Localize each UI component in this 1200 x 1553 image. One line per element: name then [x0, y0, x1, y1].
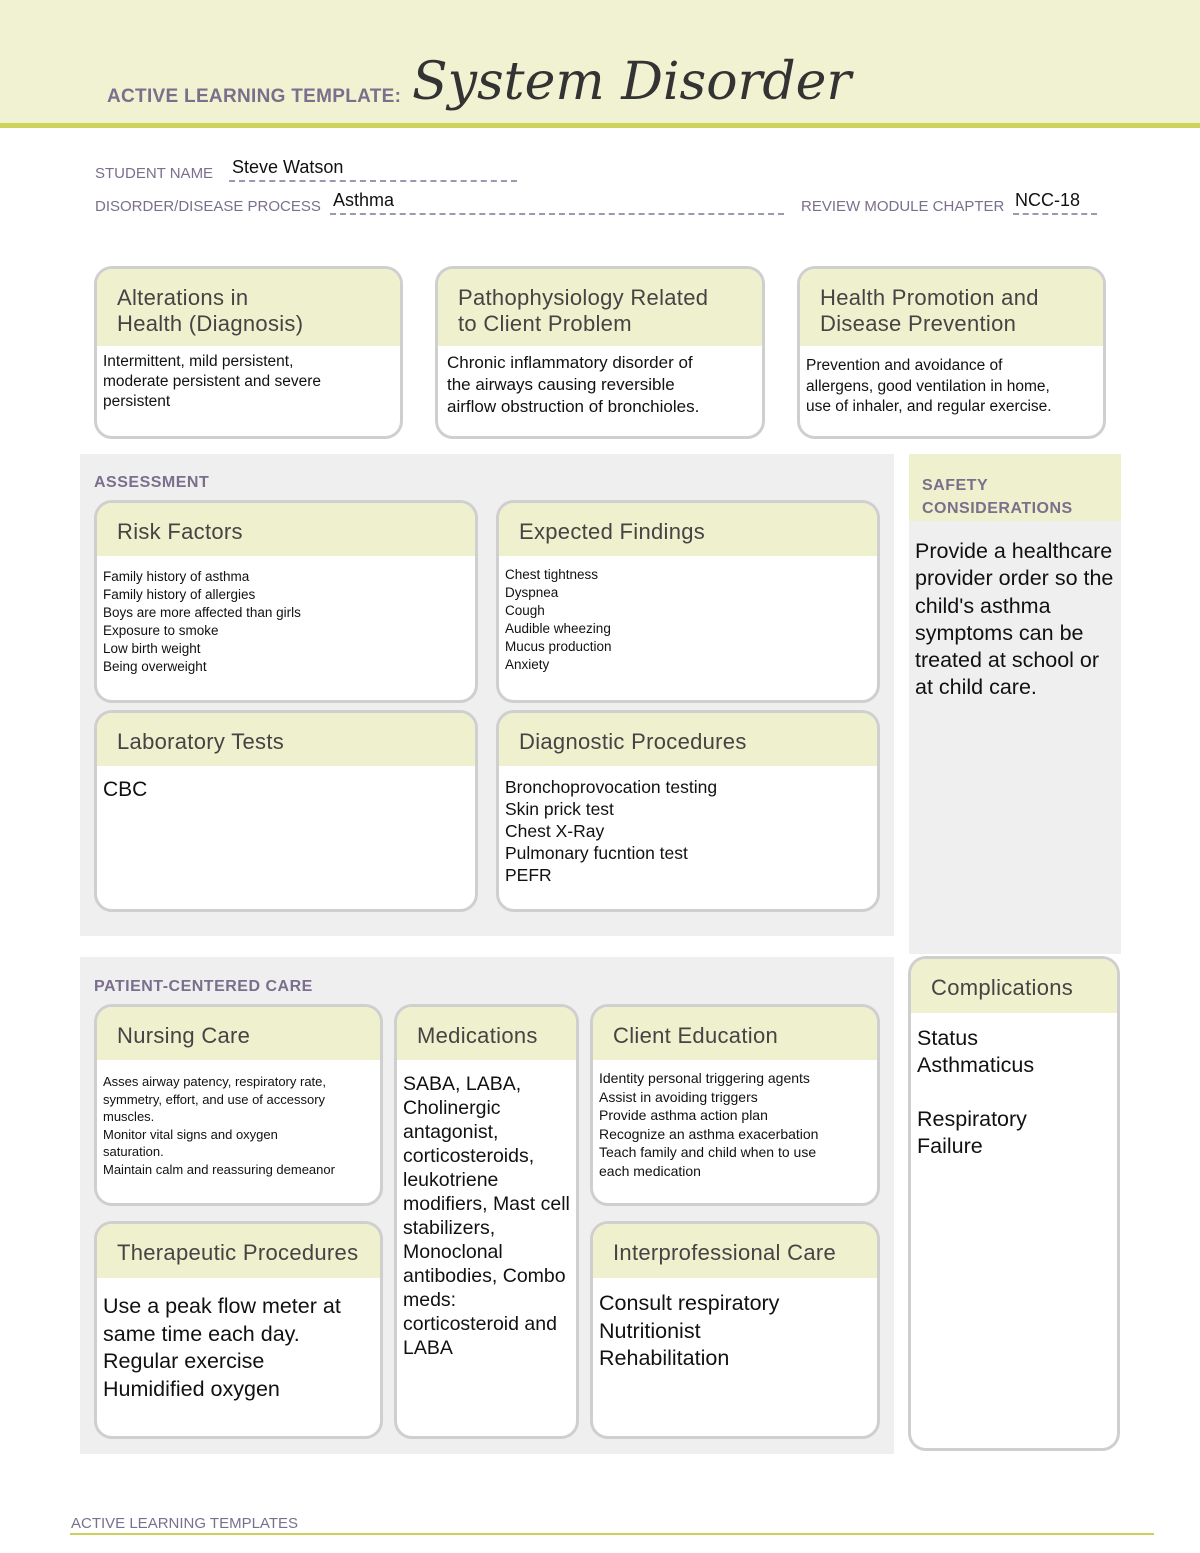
box-text[interactable]: Consult respiratory Nutritionist Rehabilitation — [599, 1291, 780, 1370]
box-text[interactable]: Chronic inflammatory disorder of the airways causing reversible airflow obstruction of bronchioles. — [447, 353, 700, 416]
diagnostic-procedures-box — [496, 710, 880, 912]
box-title: Alterations in Health (Diagnosis) — [97, 269, 400, 346]
student-name-field[interactable]: Steve Watson — [232, 157, 344, 177]
chapter-label: REVIEW MODULE CHAPTER — [801, 198, 1005, 215]
disorder-line — [330, 213, 784, 215]
chapter-field[interactable]: NCC-18 — [1015, 190, 1081, 210]
student-name-label: STUDENT NAME — [95, 165, 214, 182]
client-education-box — [590, 1004, 880, 1206]
therapeutic-procedures-box — [94, 1221, 383, 1439]
expected-findings-box — [496, 500, 880, 703]
medications-box — [394, 1004, 579, 1439]
template-label: ACTIVE LEARNING TEMPLATE: — [107, 86, 402, 107]
box-text[interactable]: SABA, LABA, Cholinergic antagonist, corticosteroids, leukotriene modifiers, Mast cell stabilizers, Monoclonal antibodies, Combo meds: corticosteroid and LABA — [403, 1073, 570, 1359]
safety-label: SAFETY CONSIDERATIONS — [922, 477, 1073, 517]
box-text[interactable]: CBC — [103, 778, 148, 801]
box-title: Therapeutic Procedures — [97, 1224, 380, 1278]
footer-label: ACTIVE LEARNING TEMPLATES — [71, 1515, 298, 1532]
disorder-label: DISORDER/DISEASE PROCESS — [95, 198, 321, 215]
box-title: Risk Factors — [97, 503, 475, 556]
disorder-field[interactable]: Asthma — [333, 190, 395, 210]
chapter-line — [1013, 213, 1097, 215]
safety-section — [909, 454, 1121, 954]
box-text[interactable]: Status Asthmaticus Respiratory Failure — [917, 1026, 1035, 1158]
box-text[interactable]: Bronchoprovocation testing Skin prick test Chest X-Ray Pulmonary fucntion test PEFR — [505, 777, 718, 885]
nursing-care-box — [94, 1004, 383, 1206]
patient-centered-care-label: PATIENT-CENTERED CARE — [94, 978, 313, 995]
box-title: Complications — [911, 959, 1117, 1013]
box-title: Interprofessional Care — [593, 1224, 877, 1278]
box-text[interactable]: Identity personal triggering agents Assist in avoiding triggers Provide asthma action plan Recognize an asthma exacerbation Teach family and child when to use each medication — [599, 1070, 819, 1179]
interprofessional-care-box — [590, 1221, 880, 1439]
student-name-line — [229, 180, 517, 182]
risk-factors-box — [94, 500, 478, 703]
box-title: Medications — [397, 1007, 576, 1060]
box-title: Nursing Care — [97, 1007, 380, 1060]
laboratory-tests-box — [94, 710, 478, 912]
box-title: Pathophysiology Related to Client Problem — [438, 269, 762, 346]
box-title: Health Promotion and Disease Prevention — [800, 269, 1103, 346]
health-promotion-box — [797, 266, 1106, 439]
page-title: System Disorder — [412, 52, 852, 112]
safety-text[interactable]: Provide a healthcare provider order so the child's asthma symptoms can be treated at school or at child care. — [915, 539, 1114, 700]
box-text[interactable]: Use a peak flow meter at same time each day. Regular exercise Humidified oxygen — [103, 1294, 341, 1401]
box-text[interactable]: Family history of asthma Family history of allergies Boys are more affected than girls Exposure to smoke Low birth weight Being overweight — [103, 569, 301, 674]
alterations-box — [94, 266, 403, 439]
pathophysiology-box — [435, 266, 765, 439]
box-title: Laboratory Tests — [97, 713, 475, 766]
box-title: Client Education — [593, 1007, 877, 1060]
box-text[interactable]: Prevention and avoidance of allergens, good ventilation in home, use of inhaler, and regular exercise. — [806, 357, 1052, 415]
complications-box — [908, 956, 1120, 1451]
box-title: Diagnostic Procedures — [499, 713, 877, 766]
box-text[interactable]: Intermittent, mild persistent, moderate persistent and severe persistent — [103, 353, 321, 410]
box-text[interactable]: Chest tightness Dyspnea Cough Audible wheezing Mucus production Anxiety — [505, 567, 612, 672]
box-text[interactable]: Asses airway patency, respiratory rate, symmetry, effort, and use of accessory muscles. Monitor vital signs and oxygen saturation. Maintain calm and reassuring demeanor — [103, 1074, 335, 1177]
footer-divider — [70, 1533, 1154, 1535]
assessment-label: ASSESSMENT — [94, 474, 210, 491]
box-title: Expected Findings — [499, 503, 877, 556]
